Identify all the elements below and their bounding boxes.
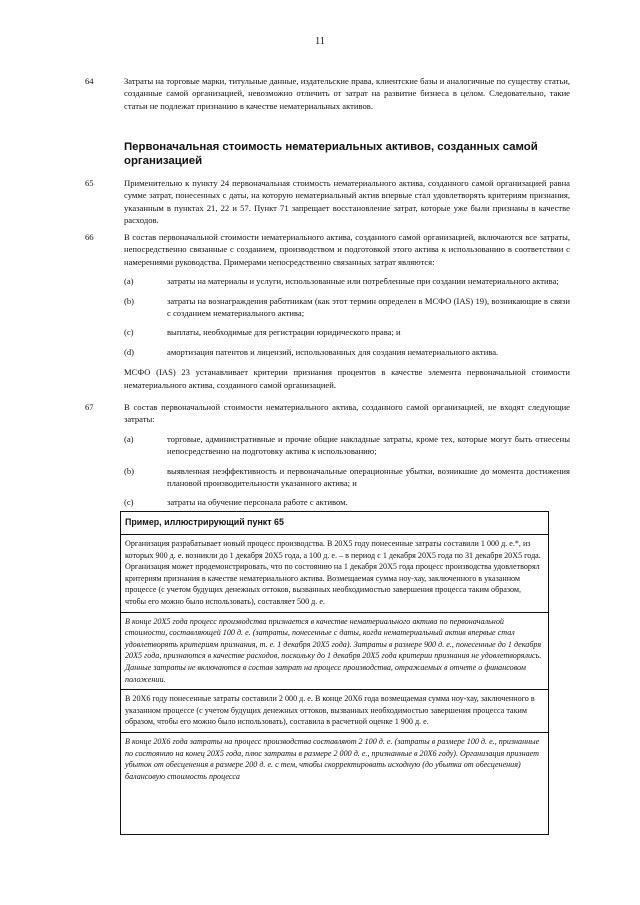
- list-item-label: (a): [124, 276, 134, 287]
- example-block: В конце 20X5 года процесс производства признается в качестве нематериального актива по первоначальной стоимости, составляющей 100 д. е. (затраты, понесенные с даты, когда нематериальный актив впервые стал удовлетворять критериям признания, т. е. 1 декабря 20X5 года). Затраты в размере 900 д. е., понесенные до 1 декабря 20X5 года, признаются в качестве расходов, поскольку до 1 декабря 20X5 года критерии признания не удовлетворялись. Данные затраты не включаются в состав затрат на процесс производства, отражаемых в отчете о финансовом положении.: [121, 613, 548, 691]
- paragraph-65: [85, 177, 570, 227]
- list-item-text: торговые, административные и прочие общие накладные затраты, кроме тех, которые могут быть отнесены непосредственно на подготовку актива к использованию;: [167, 433, 570, 457]
- list-item-label: (c): [124, 327, 134, 338]
- paragraph-text: В состав первоначальной стоимости нематериального актива, созданного самой организацией, включаются все затраты, непосредственно связанные с созданием, производством и подготовкой этого актива к использованию в соответствии с намерениями руководства. Примерами непосредственно связанных затрат являются:: [124, 232, 570, 267]
- list-item: [124, 433, 570, 458]
- paragraph-text: Применительно к пункту 24 первоначальная стоимость нематериального актива, созданного самой организацией равна сумме затрат, понесенных с даты, на которую нематериальный актив впервые стал удовлетворять критериям признания, указанным в пунктах 21, 22 и 57. Пункт 71 запрещает восстановление затрат, которые уже были признаны в качестве расходов.: [124, 178, 570, 226]
- paragraph-67: [85, 401, 570, 509]
- example-box: [120, 511, 549, 835]
- list-item: [124, 275, 570, 287]
- paragraph-number: 66: [85, 232, 94, 242]
- list-item-text: затраты на обучение персонала работе с активом.: [167, 497, 348, 508]
- list-item-text: затраты на материалы и услуги, использованные или потребленные при создании нематериального актива;: [167, 276, 559, 287]
- paragraph-number: 64: [85, 76, 94, 86]
- list-item: [124, 465, 570, 490]
- paragraph-text: Затраты на торговые марки, титульные данные, издательские права, клиентские базы и аналогичные по существу статьи, созданные самой организацией, невозможно отличить от затрат на развитие бизнеса в целом. Следовательно, такие статьи не подлежат признанию в качестве нематериальных активов.: [124, 76, 570, 111]
- list-item-label: (d): [124, 346, 135, 357]
- list-item-label: (c): [124, 497, 134, 508]
- list-item: [124, 295, 570, 320]
- example-title: Пример, иллюстрирующий пункт 65: [121, 512, 548, 535]
- list-item: [124, 326, 570, 338]
- list-item-label: (b): [124, 295, 135, 306]
- list-item-label: (b): [124, 465, 135, 476]
- list-item-text: выявленная неэффективность и первоначальные операционные убытки, возникшие до момента достижения плановой производительности указанного актива; и: [167, 465, 570, 489]
- paragraph-64: [85, 75, 570, 112]
- example-block: Организация разрабатывает новый процесс производства. В 20X5 году понесенные затраты составили 1 000 д. е.*, из которых 900 д. е. возникли до 1 декабря 20X5 года, а 100 д. е. – в период с 1 декабря 20X5 года по 31 декабря 20X5 года. Организация может продемонстрировать, что по состоянию на 1 декабря 20X5 года процесс производства удовлетворял критериям признания в качестве нематериального актива. Возмещаемая сумма ноу-хау, заключенного в указанном процессе (с учетом будущих денежных оттоков, вызванных необходимостью завершения процесса таким образом, чтобы его можно было использовать), составляет 500 д. е.: [121, 535, 548, 613]
- page-number: 11: [314, 36, 326, 47]
- paragraph-number: 65: [85, 178, 94, 188]
- paragraph-number: 67: [85, 402, 94, 412]
- list-item-label: (a): [124, 433, 134, 444]
- list-item-text: затраты на вознаграждения работникам (как этот термин определен в МСФО (IAS) 19), возникающие в связи с созданием нематериального актива;: [167, 295, 570, 319]
- paragraph-66: [85, 231, 570, 391]
- list-item: [124, 346, 570, 358]
- list-item-text: выплаты, необходимые для регистрации юридического права; и: [167, 327, 401, 338]
- example-block: В 20X6 году понесенные затраты составили 2 000 д. е. В конце 20X6 года возмещаемая сумма ноу-хау, заключенного в указанном процессе (с учетом будущих денежных оттоков, вызванных необходимостью завершения процесса таким образом, чтобы его можно было использовать), составила в расчетной оценке 1 900 д. е.: [121, 690, 548, 733]
- example-block: В конце 20X6 года затраты на процесс производства составляют 2 100 д. е. (затраты в размере 100 д. е., признанные по состоянию на конец 20X5 года, плюс затраты в размере 2 000 д. е., признанные в 20X6 году). Организация признает убыток от обесценения в размере 200 д. е. с тем, чтобы скорректировать исходную (до убытка от обесценения) балансовую стоимость процесса: [125, 736, 540, 781]
- paragraph-text: В состав первоначальной стоимости нематериального актива, созданного самой организацией, не входят следующие затраты:: [124, 402, 570, 425]
- list-item: [124, 496, 570, 508]
- list-item-text: амортизация патентов и лицензий, использованных для создания нематериального актива.: [167, 346, 499, 357]
- paragraph-note: МСФО (IAS) 23 устанавливает критерии признания процентов в качестве элемента первоначальной стоимости нематериального актива, созданного самой организацией.: [124, 367, 570, 390]
- section-heading: Первоначальная стоимость нематериальных активов, созданных самой организацией: [124, 141, 538, 167]
